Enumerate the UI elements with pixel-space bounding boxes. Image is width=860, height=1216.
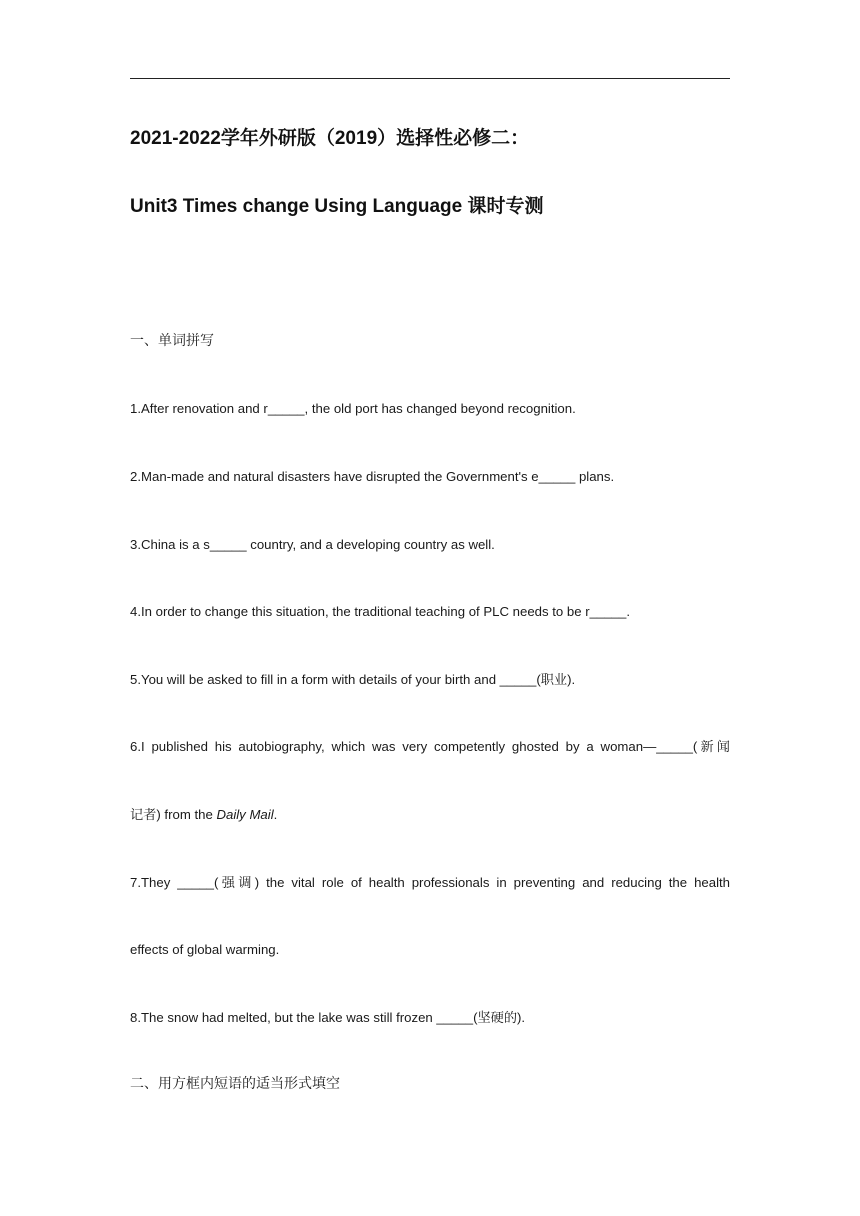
document-title: 2021-2022学年外研版（2019）选择性必修二：: [130, 128, 530, 149]
question-4: 4.In order to change this situation, the traditional teaching of PLC needs to be r_____.: [130, 604, 630, 619]
question-6-close: ) from the: [156, 807, 217, 822]
question-1: 1.After renovation and r_____, the old port has changed beyond recognition.: [130, 401, 576, 416]
question-8-text: 8.The snow had melted, but the lake was still frozen _____(: [130, 1010, 478, 1025]
question-7-line-1: [130, 873, 730, 894]
question-6-source: Daily Mail: [216, 807, 274, 822]
question-6-line-2: [130, 805, 730, 826]
question-7-text: 7.They _____(: [130, 875, 219, 890]
question-8: [130, 1008, 730, 1029]
question-8-hint: 坚硬的: [477, 1011, 518, 1026]
question-6-hint-part1: 新闻: [697, 740, 730, 755]
question-6-line-1: [130, 737, 730, 758]
question-6-end: .: [273, 807, 278, 822]
question-7-hint: 强调: [218, 876, 255, 891]
question-5: [130, 670, 730, 691]
section-heading-phrases: 二、用方框内短语的适当形式填空: [130, 1076, 340, 1092]
question-6-hint-part2: 记者: [130, 808, 157, 823]
question-2: 2.Man-made and natural disasters have disrupted the Government's e_____ plans.: [130, 469, 615, 484]
question-5-text: 5.You will be asked to fill in a form with details of your birth and _____(: [130, 672, 541, 687]
question-3: 3.China is a s_____ country, and a developing country as well.: [130, 537, 495, 552]
header-rule: [130, 78, 730, 79]
document-subtitle: Unit3 Times change Using Language 课时专测: [130, 196, 544, 217]
question-8-close: ).: [517, 1010, 526, 1025]
question-7-rest: ) the vital role of health professionals in preventing and reducing the health: [254, 875, 731, 890]
question-5-close: ).: [567, 672, 576, 687]
question-6-text: 6.I published his autobiography, which was very competently ghosted by a woman—_____(: [130, 739, 698, 754]
question-5-hint: 职业: [540, 673, 568, 688]
section-heading-spelling: 一、单词拼写: [130, 333, 214, 349]
question-7-line-2: effects of global warming.: [130, 942, 280, 957]
